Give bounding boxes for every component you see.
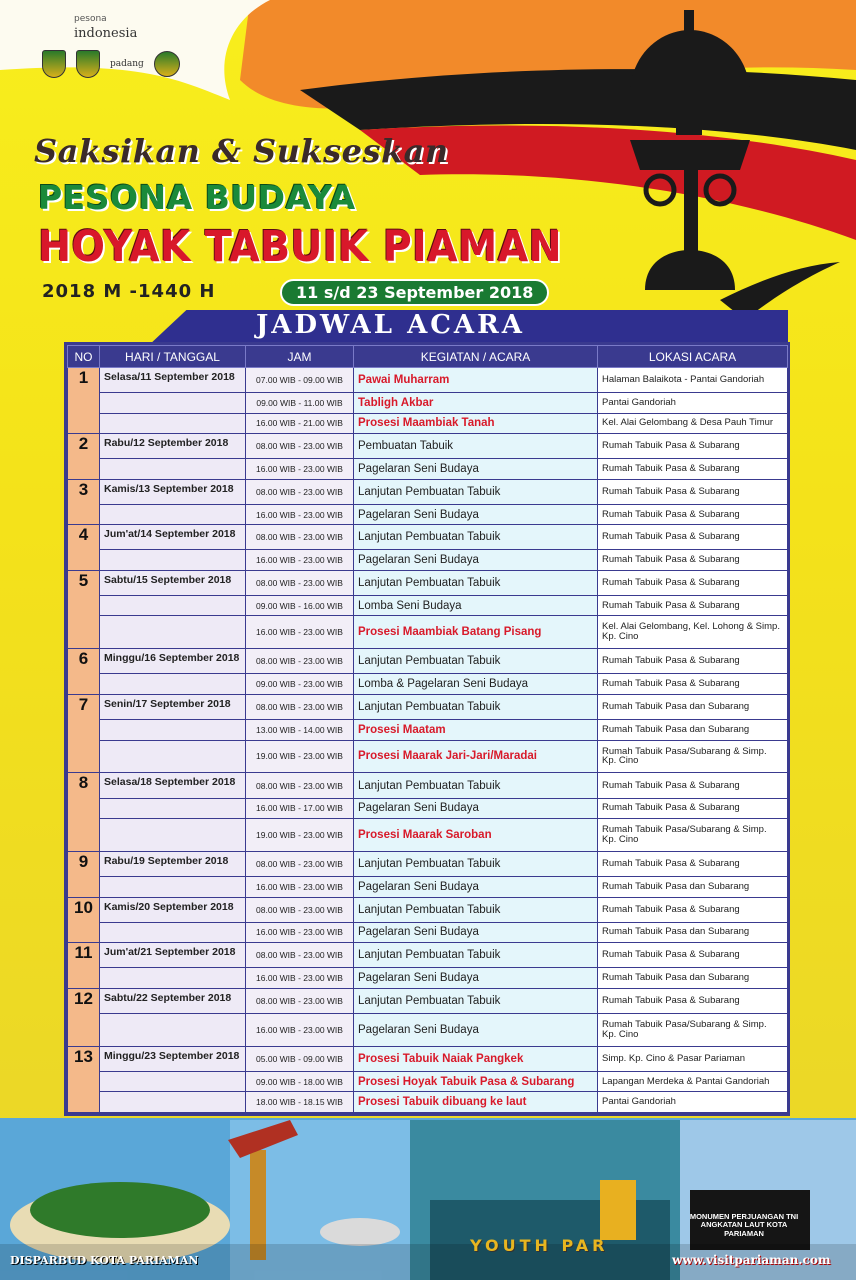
row-day-empty bbox=[100, 968, 246, 988]
row-activity: Lanjutan Pembuatan Tabuik bbox=[354, 570, 598, 595]
table-row bbox=[68, 413, 788, 433]
row-activity: Lanjutan Pembuatan Tabuik bbox=[354, 988, 598, 1013]
date-range-badge: 11 s/d 23 September 2018 bbox=[280, 279, 549, 306]
row-time: 16.00 WIB - 23.00 WIB bbox=[246, 459, 354, 479]
row-time: 08.00 WIB - 23.00 WIB bbox=[246, 851, 354, 876]
row-day: Sabtu/15 September 2018 bbox=[100, 570, 246, 595]
row-location: Rumah Tabuik Pasa & Subarang bbox=[598, 459, 788, 479]
row-time: 08.00 WIB - 23.00 WIB bbox=[246, 479, 354, 504]
row-location: Rumah Tabuik Pasa dan Subarang bbox=[598, 694, 788, 719]
row-location: Rumah Tabuik Pasa & Subarang bbox=[598, 595, 788, 615]
row-activity: Lomba & Pagelaran Seni Budaya bbox=[354, 674, 598, 694]
row-time: 05.00 WIB - 09.00 WIB bbox=[246, 1046, 354, 1071]
row-number: 10 bbox=[68, 897, 100, 943]
table-row bbox=[68, 570, 788, 595]
header-no: NO bbox=[68, 346, 100, 368]
row-activity: Pagelaran Seni Budaya bbox=[354, 798, 598, 818]
row-number: 12 bbox=[68, 988, 100, 1046]
schedule-body bbox=[68, 368, 788, 1113]
row-activity: Lanjutan Pembuatan Tabuik bbox=[354, 943, 598, 968]
row-day: Selasa/18 September 2018 bbox=[100, 773, 246, 798]
row-number: 8 bbox=[68, 773, 100, 852]
row-day-empty bbox=[100, 740, 246, 773]
row-time: 08.00 WIB - 23.00 WIB bbox=[246, 988, 354, 1013]
table-row bbox=[68, 922, 788, 942]
row-time: 13.00 WIB - 14.00 WIB bbox=[246, 720, 354, 740]
row-activity: Pagelaran Seni Budaya bbox=[354, 550, 598, 570]
table-row bbox=[68, 504, 788, 524]
row-time: 09.00 WIB - 18.00 WIB bbox=[246, 1071, 354, 1091]
row-day-empty bbox=[100, 720, 246, 740]
row-activity: Pagelaran Seni Budaya bbox=[354, 877, 598, 897]
row-activity: Prosesi Hoyak Tabuik Pasa & Subarang bbox=[354, 1071, 598, 1091]
row-activity: Prosesi Tabuik dibuang ke laut bbox=[354, 1092, 598, 1113]
row-location: Simp. Kp. Cino & Pasar Pariaman bbox=[598, 1046, 788, 1071]
year-label: 2018 M -1440 H bbox=[42, 281, 216, 302]
row-location: Rumah Tabuik Pasa dan Subarang bbox=[598, 877, 788, 897]
row-day-empty bbox=[100, 550, 246, 570]
row-number: 4 bbox=[68, 525, 100, 571]
row-time: 08.00 WIB - 23.00 WIB bbox=[246, 570, 354, 595]
row-number: 11 bbox=[68, 943, 100, 989]
row-activity: Tabligh Akbar bbox=[354, 393, 598, 413]
shield-logo-icon-2 bbox=[76, 50, 100, 78]
row-day: Sabtu/22 September 2018 bbox=[100, 988, 246, 1013]
table-row bbox=[68, 393, 788, 413]
row-time: 08.00 WIB - 23.00 WIB bbox=[246, 943, 354, 968]
row-time: 16.00 WIB - 23.00 WIB bbox=[246, 968, 354, 988]
footer-organizer: DISPARBUD KOTA PARIAMAN bbox=[10, 1254, 199, 1267]
row-day-empty bbox=[100, 504, 246, 524]
festival-logo-icon bbox=[154, 51, 180, 77]
row-number: 5 bbox=[68, 570, 100, 649]
row-time: 08.00 WIB - 23.00 WIB bbox=[246, 773, 354, 798]
row-location: Rumah Tabuik Pasa & Subarang bbox=[598, 988, 788, 1013]
table-row bbox=[68, 988, 788, 1013]
row-location: Pantai Gandoriah bbox=[598, 1092, 788, 1113]
schedule-table bbox=[67, 345, 788, 1113]
row-location: Rumah Tabuik Pasa & Subarang bbox=[598, 550, 788, 570]
row-activity: Lanjutan Pembuatan Tabuik bbox=[354, 773, 598, 798]
row-day: Rabu/19 September 2018 bbox=[100, 851, 246, 876]
row-time: 16.00 WIB - 23.00 WIB bbox=[246, 504, 354, 524]
row-location: Halaman Balaikota - Pantai Gandoriah bbox=[598, 368, 788, 393]
row-location: Rumah Tabuik Pasa & Subarang bbox=[598, 851, 788, 876]
row-time: 08.00 WIB - 23.00 WIB bbox=[246, 525, 354, 550]
table-row bbox=[68, 1071, 788, 1091]
row-activity: Lanjutan Pembuatan Tabuik bbox=[354, 851, 598, 876]
row-location: Rumah Tabuik Pasa & Subarang bbox=[598, 479, 788, 504]
row-time: 16.00 WIB - 23.00 WIB bbox=[246, 1013, 354, 1046]
table-row bbox=[68, 819, 788, 852]
row-day-empty bbox=[100, 922, 246, 942]
row-location: Rumah Tabuik Pasa & Subarang bbox=[598, 649, 788, 674]
table-row bbox=[68, 368, 788, 393]
table-row bbox=[68, 1092, 788, 1113]
table-header-row bbox=[68, 346, 788, 368]
row-location: Rumah Tabuik Pasa & Subarang bbox=[598, 897, 788, 922]
row-location: Rumah Tabuik Pasa & Subarang bbox=[598, 798, 788, 818]
row-time: 08.00 WIB - 23.00 WIB bbox=[246, 649, 354, 674]
brand-small-text: pesona bbox=[74, 14, 107, 24]
row-time: 09.00 WIB - 11.00 WIB bbox=[246, 393, 354, 413]
row-time: 18.00 WIB - 18.15 WIB bbox=[246, 1092, 354, 1113]
row-time: 16.00 WIB - 23.00 WIB bbox=[246, 877, 354, 897]
row-number: 6 bbox=[68, 649, 100, 695]
row-number: 2 bbox=[68, 434, 100, 480]
row-day: Rabu/12 September 2018 bbox=[100, 434, 246, 459]
row-day: Minggu/16 September 2018 bbox=[100, 649, 246, 674]
row-number: 7 bbox=[68, 694, 100, 773]
table-row bbox=[68, 434, 788, 459]
table-row bbox=[68, 943, 788, 968]
table-row bbox=[68, 1046, 788, 1071]
row-activity: Prosesi Tabuik Naiak Pangkek bbox=[354, 1046, 598, 1071]
row-day-empty bbox=[100, 877, 246, 897]
row-location: Rumah Tabuik Pasa & Subarang bbox=[598, 434, 788, 459]
row-time: 09.00 WIB - 16.00 WIB bbox=[246, 595, 354, 615]
row-activity: Lanjutan Pembuatan Tabuik bbox=[354, 649, 598, 674]
brand-big-text: indonesia bbox=[74, 26, 138, 41]
row-activity: Pagelaran Seni Budaya bbox=[354, 1013, 598, 1046]
row-location: Kel. Alai Gelombang & Desa Pauh Timur bbox=[598, 413, 788, 433]
header-location: LOKASI ACARA bbox=[598, 346, 788, 368]
row-activity: Prosesi Maarak Saroban bbox=[354, 819, 598, 852]
row-location: Kel. Alai Gelombang, Kel. Lohong & Simp. Kp. Cino bbox=[598, 616, 788, 649]
row-activity: Pagelaran Seni Budaya bbox=[354, 968, 598, 988]
footer-website-link[interactable]: www.visitpariaman.com bbox=[672, 1253, 831, 1267]
row-time: 19.00 WIB - 23.00 WIB bbox=[246, 819, 354, 852]
row-day: Kamis/20 September 2018 bbox=[100, 897, 246, 922]
row-location: Rumah Tabuik Pasa & Subarang bbox=[598, 674, 788, 694]
row-activity: Prosesi Maarak Jari-Jari/Maradai bbox=[354, 740, 598, 773]
row-time: 16.00 WIB - 17.00 WIB bbox=[246, 798, 354, 818]
header-time: JAM bbox=[246, 346, 354, 368]
row-number: 1 bbox=[68, 368, 100, 434]
row-day-empty bbox=[100, 1013, 246, 1046]
row-day: Senin/17 September 2018 bbox=[100, 694, 246, 719]
title-line-3: HOYAK TABUIK PIAMAN bbox=[38, 222, 562, 272]
padang-logo-text: padang bbox=[110, 59, 144, 69]
row-activity: Lanjutan Pembuatan Tabuik bbox=[354, 479, 598, 504]
row-location: Rumah Tabuik Pasa dan Subarang bbox=[598, 968, 788, 988]
row-day: Jum'at/21 September 2018 bbox=[100, 943, 246, 968]
row-activity: Pagelaran Seni Budaya bbox=[354, 922, 598, 942]
header-day: HARI / TANGGAL bbox=[100, 346, 246, 368]
row-day-empty bbox=[100, 595, 246, 615]
row-time: 08.00 WIB - 23.00 WIB bbox=[246, 434, 354, 459]
row-time: 08.00 WIB - 23.00 WIB bbox=[246, 897, 354, 922]
table-row bbox=[68, 773, 788, 798]
row-day-empty bbox=[100, 819, 246, 852]
row-day-empty bbox=[100, 413, 246, 433]
row-time: 16.00 WIB - 23.00 WIB bbox=[246, 550, 354, 570]
row-location: Rumah Tabuik Pasa/Subarang & Simp. Kp. Cino bbox=[598, 740, 788, 773]
row-location: Rumah Tabuik Pasa/Subarang & Simp. Kp. Cino bbox=[598, 819, 788, 852]
row-time: 19.00 WIB - 23.00 WIB bbox=[246, 740, 354, 773]
row-day-empty bbox=[100, 1071, 246, 1091]
row-activity: Pagelaran Seni Budaya bbox=[354, 459, 598, 479]
row-time: 08.00 WIB - 23.00 WIB bbox=[246, 694, 354, 719]
table-row bbox=[68, 694, 788, 719]
row-activity: Prosesi Maatam bbox=[354, 720, 598, 740]
row-activity: Lomba Seni Budaya bbox=[354, 595, 598, 615]
row-day-empty bbox=[100, 616, 246, 649]
table-row bbox=[68, 877, 788, 897]
row-time: 07.00 WIB - 09.00 WIB bbox=[246, 368, 354, 393]
table-row bbox=[68, 674, 788, 694]
table-row bbox=[68, 649, 788, 674]
row-day-empty bbox=[100, 1092, 246, 1113]
row-location: Pantai Gandoriah bbox=[598, 393, 788, 413]
partner-logos bbox=[42, 50, 180, 78]
table-row bbox=[68, 740, 788, 773]
monument-caption: MONUMEN PERJUANGAN TNI ANGKATAN LAUT KOTA PARIAMAN bbox=[689, 1212, 799, 1238]
table-row bbox=[68, 1013, 788, 1046]
row-location: Rumah Tabuik Pasa & Subarang bbox=[598, 943, 788, 968]
table-row bbox=[68, 479, 788, 504]
row-number: 9 bbox=[68, 851, 100, 897]
schedule-title: JADWAL ACARA bbox=[256, 310, 525, 340]
row-activity: Pembuatan Tabuik bbox=[354, 434, 598, 459]
row-location: Rumah Tabuik Pasa dan Subarang bbox=[598, 720, 788, 740]
row-time: 16.00 WIB - 21.00 WIB bbox=[246, 413, 354, 433]
row-time: 16.00 WIB - 23.00 WIB bbox=[246, 922, 354, 942]
shield-logo-icon bbox=[42, 50, 66, 78]
table-row bbox=[68, 595, 788, 615]
table-row bbox=[68, 720, 788, 740]
row-location: Rumah Tabuik Pasa & Subarang bbox=[598, 570, 788, 595]
row-day: Minggu/23 September 2018 bbox=[100, 1046, 246, 1071]
row-location: Rumah Tabuik Pasa/Subarang & Simp. Kp. Cino bbox=[598, 1013, 788, 1046]
row-day: Kamis/13 September 2018 bbox=[100, 479, 246, 504]
youth-park-sign: YOUTH PAR bbox=[470, 1236, 609, 1255]
row-number: 3 bbox=[68, 479, 100, 525]
row-activity: Lanjutan Pembuatan Tabuik bbox=[354, 525, 598, 550]
table-row bbox=[68, 550, 788, 570]
row-location: Lapangan Merdeka & Pantai Gandoriah bbox=[598, 1071, 788, 1091]
row-number: 13 bbox=[68, 1046, 100, 1112]
table-row bbox=[68, 459, 788, 479]
header-activity: KEGIATAN / ACARA bbox=[354, 346, 598, 368]
row-location: Rumah Tabuik Pasa & Subarang bbox=[598, 525, 788, 550]
row-activity: Lanjutan Pembuatan Tabuik bbox=[354, 897, 598, 922]
row-activity: Pagelaran Seni Budaya bbox=[354, 504, 598, 524]
table-row bbox=[68, 525, 788, 550]
row-activity: Prosesi Maambiak Tanah bbox=[354, 413, 598, 433]
table-row bbox=[68, 616, 788, 649]
row-location: Rumah Tabuik Pasa & Subarang bbox=[598, 504, 788, 524]
row-day-empty bbox=[100, 798, 246, 818]
row-day-empty bbox=[100, 674, 246, 694]
row-day-empty bbox=[100, 393, 246, 413]
table-row bbox=[68, 897, 788, 922]
row-activity: Lanjutan Pembuatan Tabuik bbox=[354, 694, 598, 719]
row-time: 16.00 WIB - 23.00 WIB bbox=[246, 616, 354, 649]
row-location: Rumah Tabuik Pasa & Subarang bbox=[598, 773, 788, 798]
table-row bbox=[68, 851, 788, 876]
schedule-table-wrapper bbox=[64, 342, 790, 1116]
table-row bbox=[68, 798, 788, 818]
row-day: Selasa/11 September 2018 bbox=[100, 368, 246, 393]
row-activity: Prosesi Maambiak Batang Pisang bbox=[354, 616, 598, 649]
row-activity: Pawai Muharram bbox=[354, 368, 598, 393]
title-line-1: Saksikan & Sukseskan bbox=[34, 132, 449, 170]
row-location: Rumah Tabuik Pasa dan Subarang bbox=[598, 922, 788, 942]
table-row bbox=[68, 968, 788, 988]
pesona-indonesia-logo bbox=[74, 14, 137, 42]
row-time: 09.00 WIB - 23.00 WIB bbox=[246, 674, 354, 694]
title-line-2: PESONA BUDAYA bbox=[38, 178, 356, 217]
row-day-empty bbox=[100, 459, 246, 479]
row-day: Jum'at/14 September 2018 bbox=[100, 525, 246, 550]
